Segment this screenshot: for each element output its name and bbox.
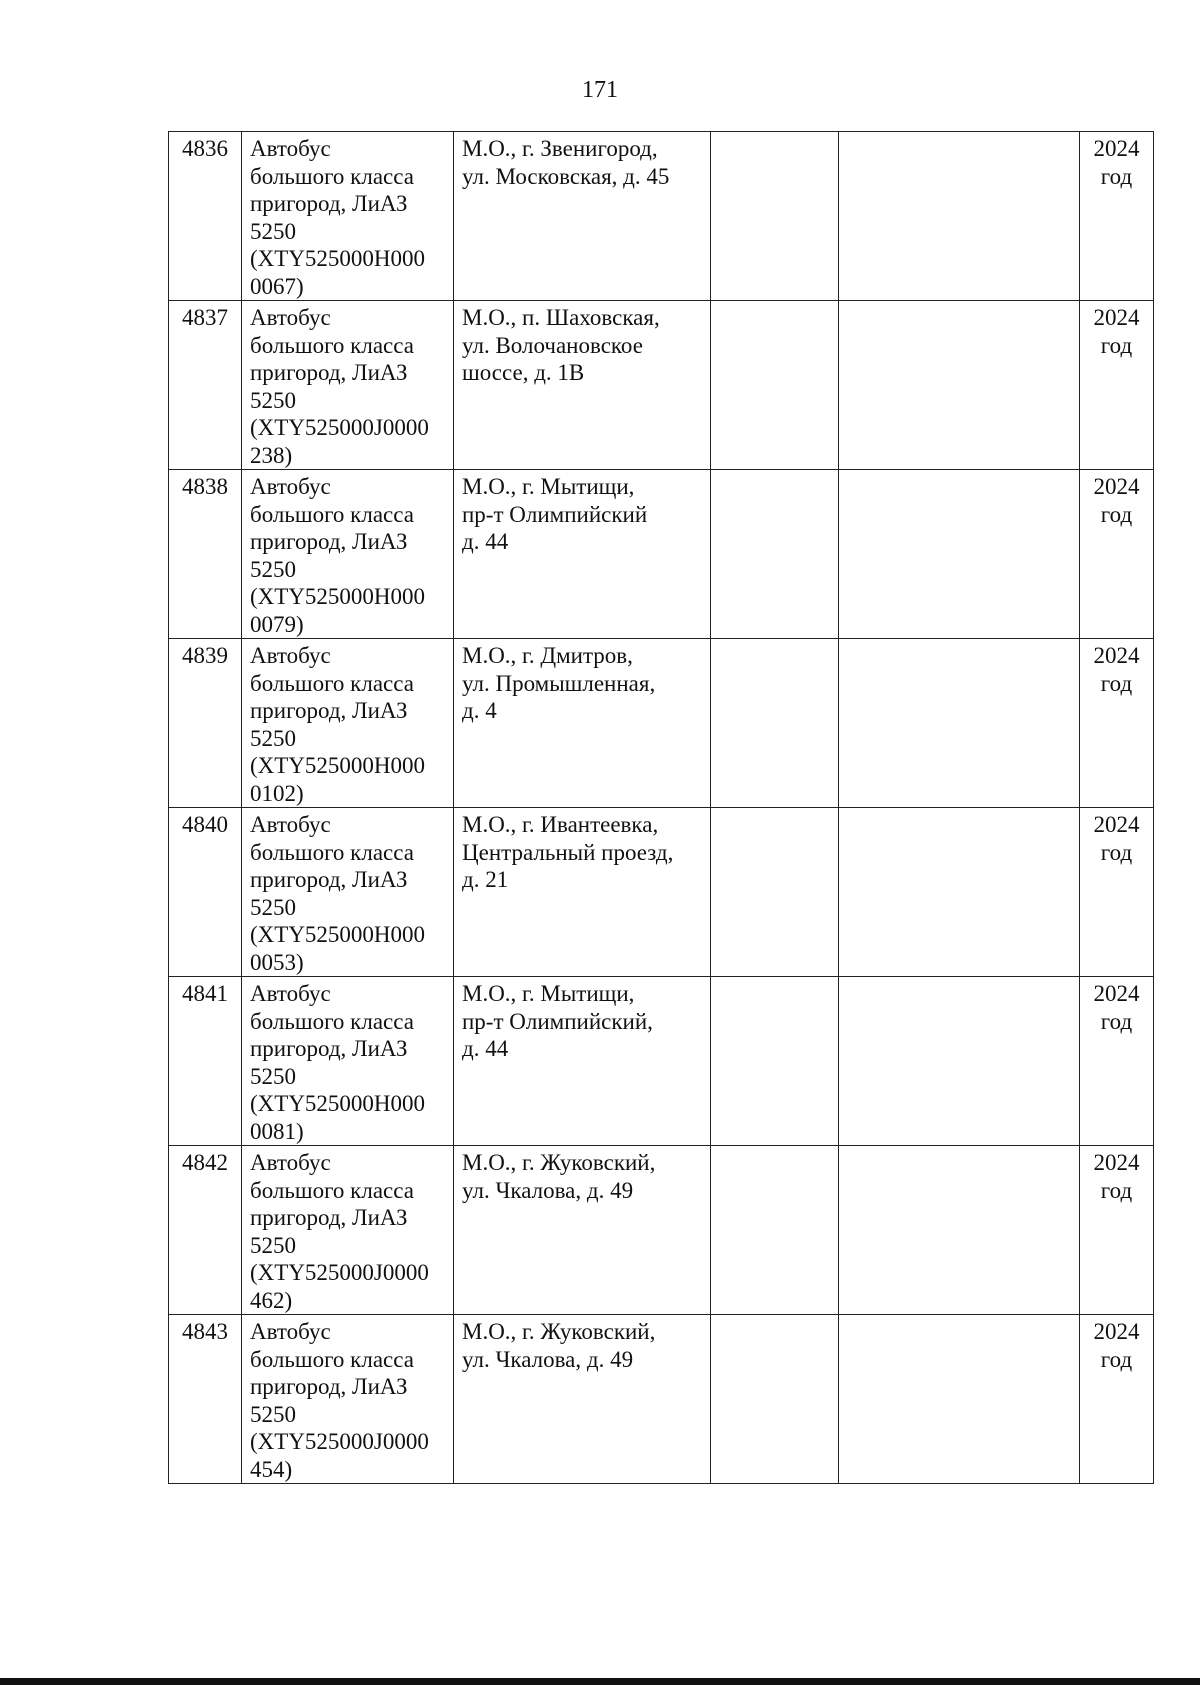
- vehicle-registry-table: [168, 131, 1154, 1484]
- vehicle-name-line: (XTY525000J0000: [250, 415, 429, 440]
- vehicle-name-line: Автобус: [250, 643, 331, 668]
- empty-cell: [711, 132, 839, 301]
- row-number: 4842: [169, 1146, 242, 1315]
- address-line: М.О., п. Шаховская,: [462, 305, 660, 330]
- vehicle-name-line: (XTY525000J0000: [250, 1260, 429, 1285]
- address-line: д. 21: [462, 867, 509, 892]
- year-line: 2024: [1093, 981, 1140, 1006]
- address-line: пр-т Олимпийский: [462, 501, 648, 527]
- vehicle-name-line: 5250: [250, 218, 296, 244]
- address-line: М.О., г. Мытищи,: [462, 981, 635, 1006]
- year-line: год: [1100, 163, 1133, 189]
- vehicle-name-line: большого класса: [250, 1177, 414, 1203]
- row-number: 4841: [169, 977, 242, 1146]
- vehicle-name-line: пригород, ЛиАЗ: [250, 1036, 408, 1061]
- address-line: М.О., г. Жуковский,: [462, 1150, 656, 1175]
- vehicle-name-line: (XTY525000H000: [250, 753, 426, 778]
- table-row: [169, 639, 1154, 808]
- vehicle-name-line: 0067): [250, 273, 304, 299]
- vehicle-name-line: большого класса: [250, 163, 414, 189]
- empty-cell: [711, 808, 839, 977]
- vehicle-name-line: 0081): [250, 1118, 304, 1144]
- delivery-year: [1080, 1146, 1154, 1315]
- vehicle-name: [242, 977, 454, 1146]
- year-line: год: [1100, 1177, 1133, 1203]
- vehicle-name: [242, 132, 454, 301]
- empty-cell: [711, 1146, 839, 1315]
- delivery-year: [1080, 639, 1154, 808]
- vehicle-name-line: пригород, ЛиАЗ: [250, 1205, 408, 1230]
- vehicle-name-line: (XTY525000J0000: [250, 1429, 429, 1454]
- vehicle-name-line: большого класса: [250, 332, 414, 358]
- vehicle-name-line: 5250: [250, 725, 296, 751]
- row-number: 4839: [169, 639, 242, 808]
- address-line: ул. Чкалова, д. 49: [462, 1177, 634, 1203]
- row-number: 4837: [169, 301, 242, 470]
- address-line: М.О., г. Ивантеевка,: [462, 812, 659, 837]
- empty-cell: [839, 1315, 1080, 1484]
- address-line: ул. Чкалова, д. 49: [462, 1346, 634, 1372]
- year-line: 2024: [1093, 812, 1140, 837]
- table-body: [169, 132, 1154, 1484]
- vehicle-name-line: большого класса: [250, 839, 414, 865]
- vehicle-address: [454, 1315, 711, 1484]
- vehicle-name-line: Автобус: [250, 812, 331, 837]
- vehicle-name-line: (XTY525000H000: [250, 922, 426, 947]
- address-line: д. 4: [462, 698, 497, 723]
- address-line: шоссе, д. 1В: [462, 360, 585, 385]
- vehicle-name-line: пригород, ЛиАЗ: [250, 1374, 408, 1399]
- year-line: 2024: [1093, 305, 1140, 330]
- address-line: ул. Промышленная,: [462, 670, 656, 696]
- vehicle-name-line: Автобус: [250, 981, 331, 1006]
- address-line: д. 44: [462, 529, 509, 554]
- vehicle-name-line: Автобус: [250, 136, 331, 161]
- vehicle-name: [242, 639, 454, 808]
- delivery-year: [1080, 470, 1154, 639]
- year-line: год: [1100, 1008, 1133, 1034]
- address-line: М.О., г. Дмитров,: [462, 643, 633, 668]
- delivery-year: [1080, 1315, 1154, 1484]
- vehicle-address: [454, 808, 711, 977]
- table-row: [169, 977, 1154, 1146]
- vehicle-name: [242, 1315, 454, 1484]
- vehicle-name-line: пригород, ЛиАЗ: [250, 360, 408, 385]
- vehicle-name-line: 5250: [250, 894, 296, 920]
- vehicle-name-line: 0053): [250, 949, 304, 975]
- table-row: [169, 1146, 1154, 1315]
- vehicle-address: [454, 301, 711, 470]
- vehicle-name-line: большого класса: [250, 1346, 414, 1372]
- vehicle-name-line: Автобус: [250, 1319, 331, 1344]
- address-line: Центральный проезд,: [462, 839, 674, 865]
- row-number: 4836: [169, 132, 242, 301]
- empty-cell: [839, 977, 1080, 1146]
- delivery-year: [1080, 808, 1154, 977]
- empty-cell: [711, 470, 839, 639]
- vehicle-name-line: пригород, ЛиАЗ: [250, 867, 408, 892]
- vehicle-name: [242, 470, 454, 639]
- vehicle-name-line: (XTY525000H000: [250, 246, 426, 271]
- address-line: ул. Московская, д. 45: [462, 163, 670, 189]
- vehicle-name-line: 5250: [250, 556, 296, 582]
- row-number: 4838: [169, 470, 242, 639]
- year-line: год: [1100, 332, 1133, 358]
- table-row: [169, 1315, 1154, 1484]
- empty-cell: [711, 1315, 839, 1484]
- vehicle-name-line: 5250: [250, 387, 296, 413]
- vehicle-name: [242, 808, 454, 977]
- year-line: 2024: [1093, 1319, 1140, 1344]
- vehicle-name-line: 462): [250, 1287, 293, 1313]
- vehicle-name-line: 5250: [250, 1401, 296, 1427]
- year-line: год: [1100, 1346, 1133, 1372]
- year-line: 2024: [1093, 643, 1140, 668]
- address-line: пр-т Олимпийский,: [462, 1008, 653, 1034]
- year-line: 2024: [1093, 1150, 1140, 1175]
- empty-cell: [839, 639, 1080, 808]
- vehicle-name-line: Автобус: [250, 474, 331, 499]
- row-number: 4840: [169, 808, 242, 977]
- vehicle-name-line: большого класса: [250, 670, 414, 696]
- vehicle-name-line: 5250: [250, 1063, 296, 1089]
- empty-cell: [839, 1146, 1080, 1315]
- table-row: [169, 132, 1154, 301]
- vehicle-name-line: большого класса: [250, 1008, 414, 1034]
- vehicle-name-line: 5250: [250, 1232, 296, 1258]
- address-line: М.О., г. Мытищи,: [462, 474, 635, 499]
- vehicle-address: [454, 470, 711, 639]
- vehicle-name-line: (XTY525000H000: [250, 584, 426, 609]
- vehicle-address: [454, 639, 711, 808]
- year-line: 2024: [1093, 136, 1140, 161]
- table-row: [169, 808, 1154, 977]
- vehicle-name-line: пригород, ЛиАЗ: [250, 698, 408, 723]
- delivery-year: [1080, 132, 1154, 301]
- year-line: год: [1100, 501, 1133, 527]
- empty-cell: [711, 977, 839, 1146]
- table-row: [169, 470, 1154, 639]
- vehicle-name-line: 454): [250, 1456, 293, 1482]
- empty-cell: [839, 470, 1080, 639]
- delivery-year: [1080, 301, 1154, 470]
- empty-cell: [711, 639, 839, 808]
- empty-cell: [711, 301, 839, 470]
- vehicle-address: [454, 132, 711, 301]
- vehicle-name: [242, 301, 454, 470]
- vehicle-name-line: большого класса: [250, 501, 414, 527]
- vehicle-name-line: 0079): [250, 611, 304, 637]
- vehicle-address: [454, 977, 711, 1146]
- address-line: М.О., г. Звенигород,: [462, 136, 658, 161]
- address-line: ул. Волочановское: [462, 332, 643, 358]
- vehicle-address: [454, 1146, 711, 1315]
- vehicle-name-line: Автобус: [250, 305, 331, 330]
- vehicle-name: [242, 1146, 454, 1315]
- address-line: М.О., г. Жуковский,: [462, 1319, 656, 1344]
- empty-cell: [839, 132, 1080, 301]
- delivery-year: [1080, 977, 1154, 1146]
- vehicle-name-line: пригород, ЛиАЗ: [250, 191, 408, 216]
- vehicle-name-line: пригород, ЛиАЗ: [250, 529, 408, 554]
- vehicle-name-line: 238): [250, 442, 293, 468]
- vehicle-name-line: 0102): [250, 780, 304, 806]
- page-number: 171: [582, 77, 618, 103]
- year-line: 2024: [1093, 474, 1140, 499]
- vehicle-name-line: Автобус: [250, 1150, 331, 1175]
- year-line: год: [1100, 670, 1133, 696]
- row-number: 4843: [169, 1315, 242, 1484]
- year-line: год: [1100, 839, 1133, 865]
- empty-cell: [839, 808, 1080, 977]
- table-row: [169, 301, 1154, 470]
- vehicle-name-line: (XTY525000H000: [250, 1091, 426, 1116]
- empty-cell: [839, 301, 1080, 470]
- address-line: д. 44: [462, 1036, 509, 1061]
- scan-bottom-edge: [0, 1678, 1200, 1685]
